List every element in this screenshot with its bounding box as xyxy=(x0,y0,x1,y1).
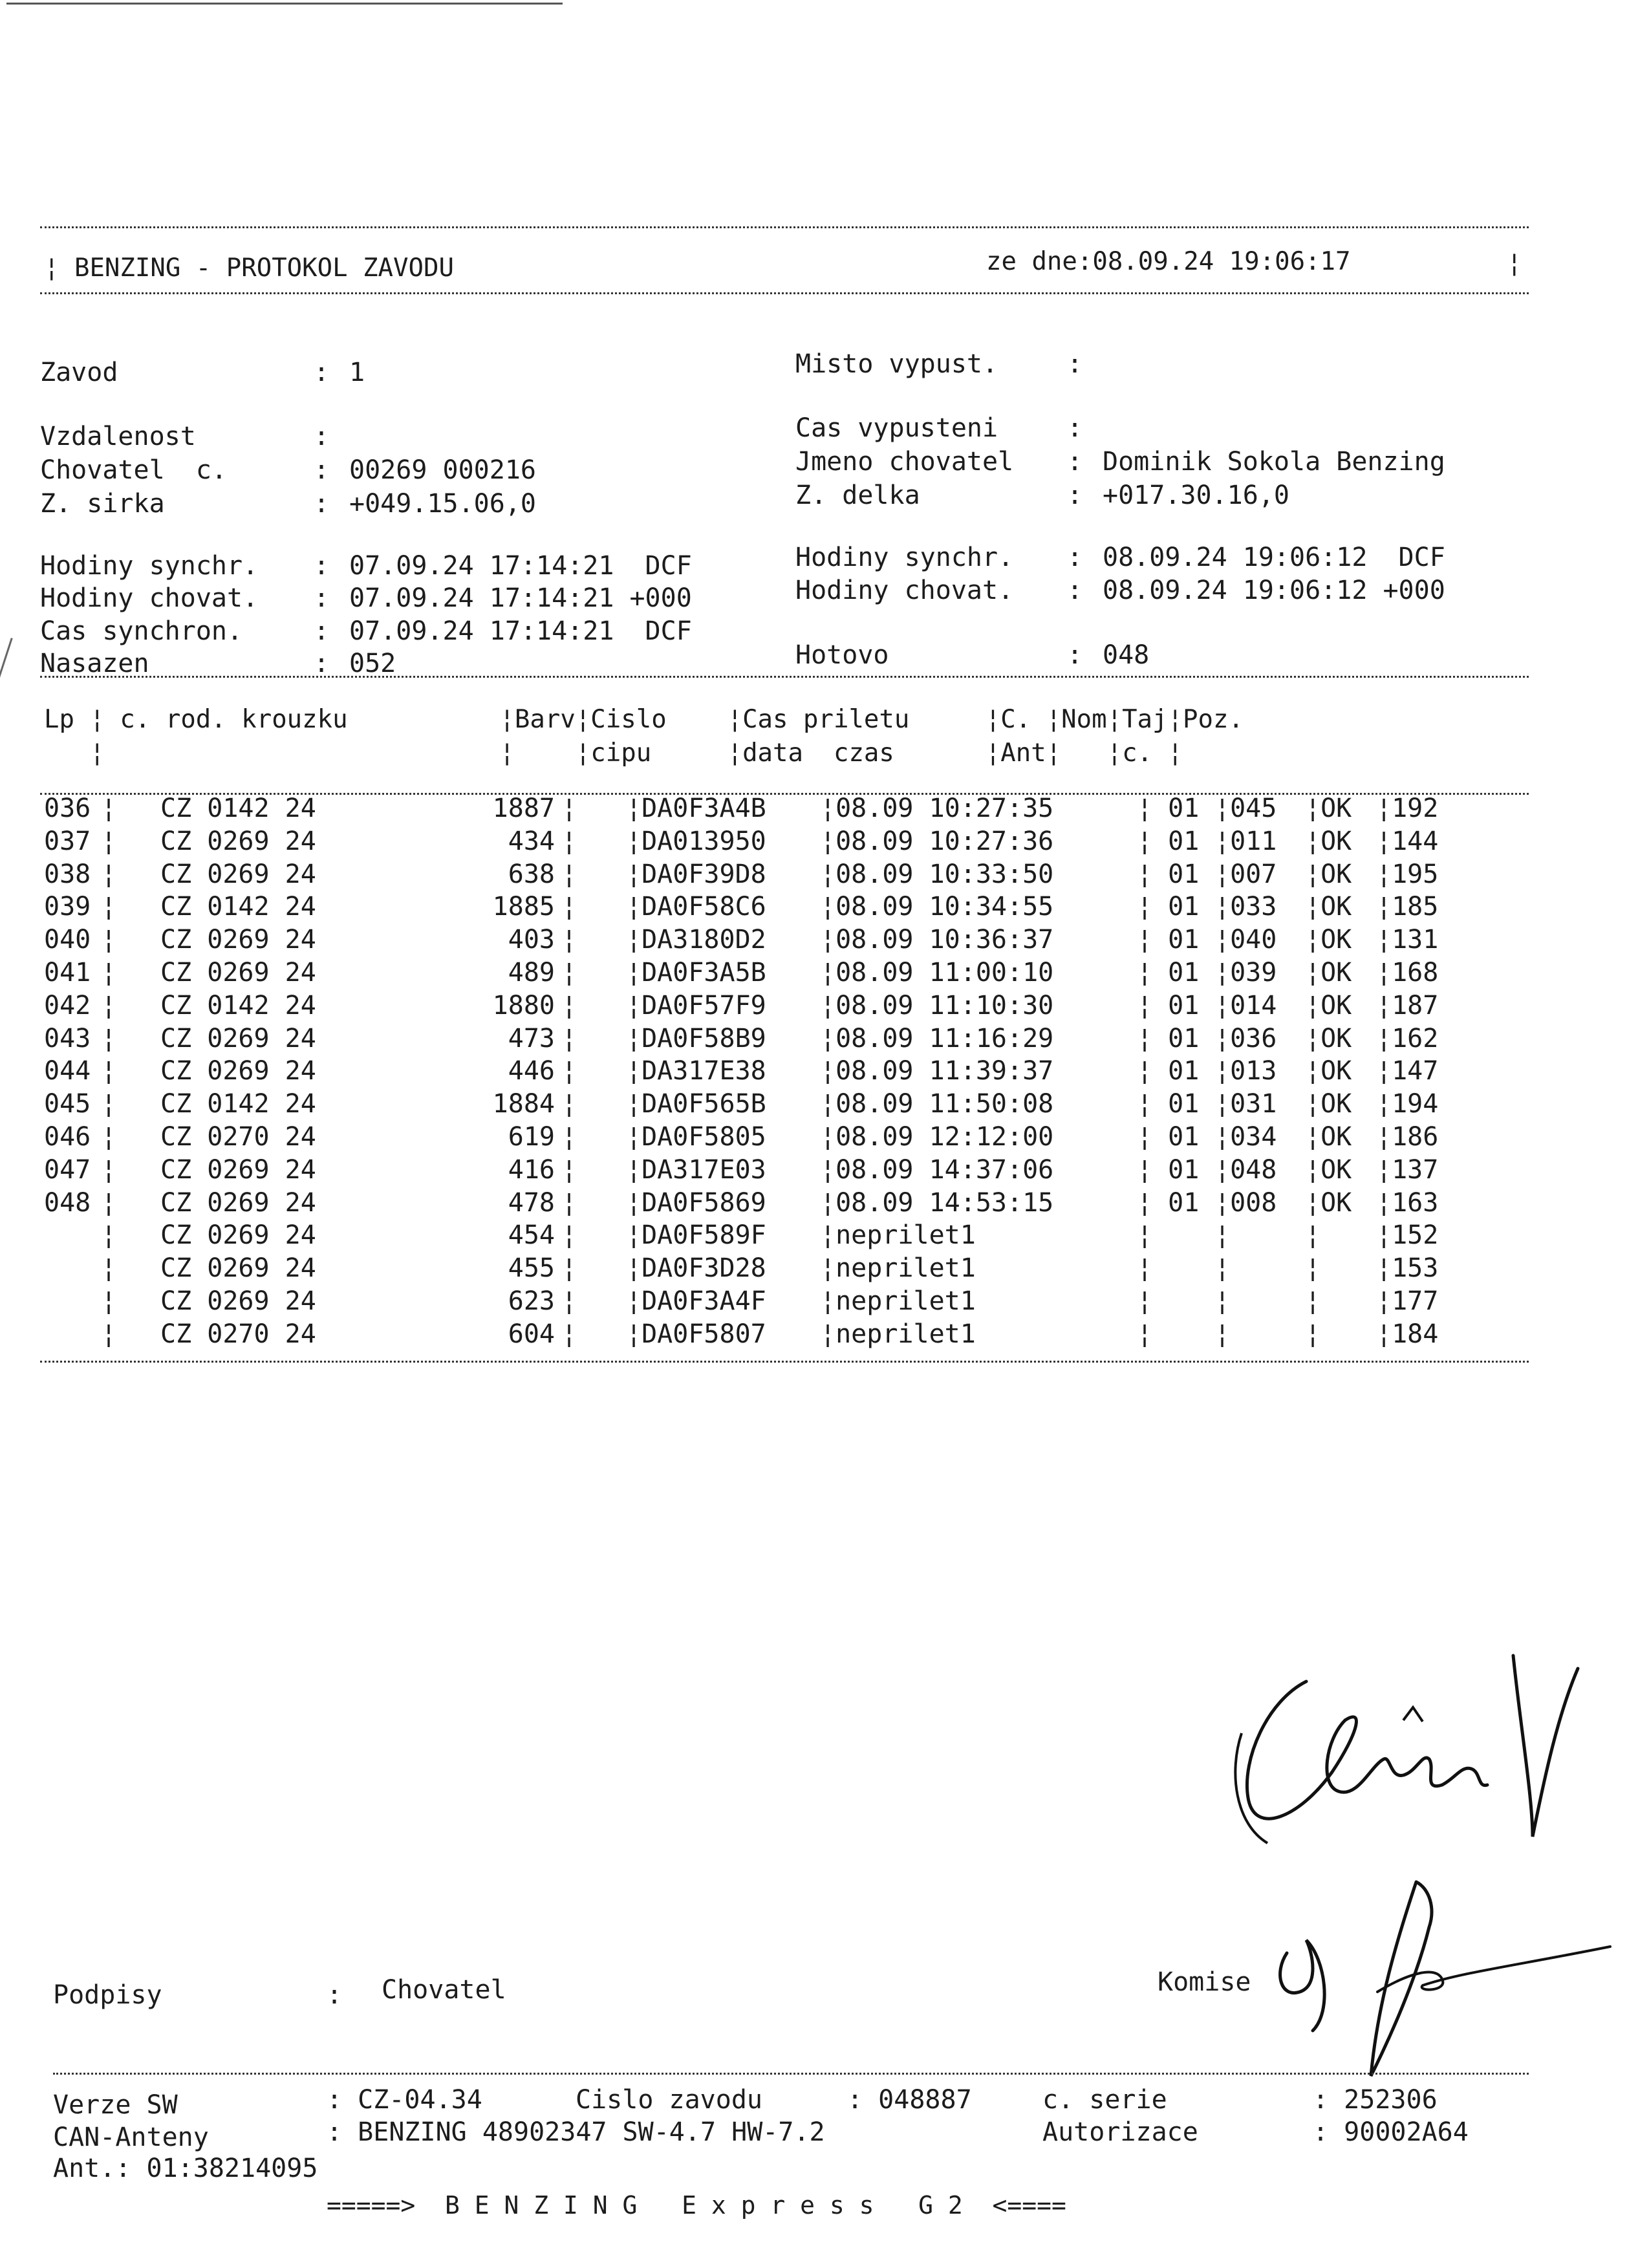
authorization-label: Autorizace xyxy=(1042,2117,1198,2147)
position-cell: ¦194 xyxy=(1376,1089,1439,1119)
table-row xyxy=(44,956,1544,989)
column-separator: ¦ xyxy=(561,1121,577,1152)
field-value: +049.15.06,0 xyxy=(349,489,536,519)
position-cell: ¦192 xyxy=(1376,794,1439,823)
can-antenna-value: : BENZING 48902347 SW-4.7 HW-7.2 xyxy=(327,2117,825,2147)
arrival-time-cell: ¦08.09 10:27:35 xyxy=(820,794,1054,823)
nomination-cell: ¦011 xyxy=(1214,826,1277,856)
ring-prefix-cell: CZ 0269 24 xyxy=(160,826,316,856)
field-sep: : xyxy=(314,583,330,613)
antenna-cell: ¦ 01 xyxy=(1137,957,1200,988)
secret-code-cell: ¦OK xyxy=(1305,1187,1352,1218)
ring-prefix-cell: CZ 0269 24 xyxy=(160,1056,316,1086)
position-cell: ¦162 xyxy=(1376,1023,1439,1053)
column-separator: ¦ xyxy=(561,1187,577,1218)
column-separator: ¦ xyxy=(561,1056,577,1086)
field-sep: : xyxy=(1067,413,1083,443)
arrival-time-cell: ¦08.09 11:39:37 xyxy=(820,1056,1054,1086)
ring-prefix-cell: CZ 0269 24 xyxy=(160,1286,316,1316)
arrival-time-cell: ¦08.09 11:50:08 xyxy=(820,1089,1054,1119)
column-separator: ¦ xyxy=(101,1187,117,1218)
arrival-time-cell: ¦08.09 10:33:50 xyxy=(820,859,1054,889)
secret-code-cell: ¦OK xyxy=(1305,892,1352,922)
lp-cell: 038 xyxy=(44,859,91,889)
scan-mark xyxy=(0,638,13,682)
chip-id-cell: ¦DA013950 xyxy=(626,826,766,856)
position-cell: ¦147 xyxy=(1376,1056,1439,1086)
nomination-cell: ¦013 xyxy=(1214,1056,1277,1086)
chip-id-cell: ¦DA0F58B9 xyxy=(626,1023,766,1053)
arrival-time-cell: ¦neprilet1 xyxy=(820,1286,976,1316)
software-version-value: : CZ-04.34 xyxy=(327,2085,482,2115)
nomination-cell: ¦007 xyxy=(1214,859,1277,889)
arrival-time-cell: ¦08.09 10:27:36 xyxy=(820,826,1054,856)
ring-number-cell: 619 xyxy=(508,1121,555,1152)
column-separator: ¦ xyxy=(101,1253,117,1284)
nomination-cell: ¦ xyxy=(1214,1286,1231,1316)
column-separator: ¦ xyxy=(101,1154,117,1185)
antenna-cell: ¦ 01 xyxy=(1137,1187,1200,1218)
field-label: Hodiny synchr. xyxy=(40,551,259,581)
race-number-value: : 048887 xyxy=(847,2085,972,2115)
lp-cell: 042 xyxy=(44,990,91,1021)
column-separator: ¦ xyxy=(561,859,577,889)
field-sep: : xyxy=(314,422,330,451)
chip-id-cell: ¦DA0F57F9 xyxy=(626,990,766,1021)
column-separator: ¦ xyxy=(561,1319,577,1349)
secret-code-cell: ¦OK xyxy=(1305,957,1352,988)
column-separator: ¦ xyxy=(561,826,577,856)
ring-prefix-cell: CZ 0142 24 xyxy=(160,1089,316,1119)
field-label: Cas synchron. xyxy=(40,616,243,646)
field-sep: : xyxy=(314,455,330,485)
position-cell: ¦184 xyxy=(1376,1319,1439,1349)
table-header-row-2: ¦ ¦ ¦cipu ¦data czas ¦Ant¦ ¦c. ¦ xyxy=(44,739,1183,768)
field-label: Zavod xyxy=(40,358,118,387)
field-label: Nasazen xyxy=(40,649,149,678)
chip-id-cell: ¦DA317E03 xyxy=(626,1154,766,1185)
field-value: +017.30.16,0 xyxy=(1103,481,1289,510)
owner-signature-image xyxy=(1229,1643,1591,1875)
field-value: 07.09.24 17:14:21 +000 xyxy=(349,583,692,613)
column-separator: ¦ xyxy=(101,925,117,955)
table-row xyxy=(44,1187,1544,1220)
arrival-time-cell: ¦08.09 10:34:55 xyxy=(820,892,1054,922)
lp-cell: 045 xyxy=(44,1089,91,1119)
column-separator: ¦ xyxy=(101,859,117,889)
column-separator: ¦ xyxy=(101,1089,117,1119)
ring-number-cell: 416 xyxy=(508,1154,555,1185)
position-cell: ¦187 xyxy=(1376,990,1439,1021)
nomination-cell: ¦ xyxy=(1214,1220,1231,1251)
column-separator: ¦ xyxy=(561,1023,577,1053)
column-separator: ¦ xyxy=(561,1154,577,1185)
ring-prefix-cell: CZ 0142 24 xyxy=(160,892,316,922)
field-label: Z. sirka xyxy=(40,489,165,519)
field-label: Hodiny synchr. xyxy=(795,543,1014,572)
nomination-cell: ¦048 xyxy=(1214,1154,1277,1185)
field-value: Dominik Sokola Benzing xyxy=(1103,447,1445,477)
table-bottom-rule xyxy=(40,1361,1529,1363)
lp-cell: 047 xyxy=(44,1154,91,1185)
field-sep: : xyxy=(1067,481,1083,510)
field-value: 07.09.24 17:14:21 DCF xyxy=(349,616,692,646)
field-sep: : xyxy=(1067,349,1083,379)
field-value: 08.09.24 19:06:12 DCF xyxy=(1103,543,1445,572)
secret-code-cell: ¦OK xyxy=(1305,1154,1352,1185)
can-antenna-label: CAN-Anteny xyxy=(53,2122,209,2152)
ring-prefix-cell: CZ 0269 24 xyxy=(160,1253,316,1284)
field-value: 08.09.24 19:06:12 +000 xyxy=(1103,576,1445,605)
nomination-cell: ¦014 xyxy=(1214,990,1277,1021)
ring-number-cell: 434 xyxy=(508,826,555,856)
column-separator: ¦ xyxy=(101,1286,117,1316)
signature-owner-label: Chovatel xyxy=(382,1975,506,2005)
nomination-cell: ¦031 xyxy=(1214,1089,1277,1119)
arrival-time-cell: ¦08.09 11:10:30 xyxy=(820,990,1054,1021)
ring-prefix-cell: CZ 0270 24 xyxy=(160,1319,316,1349)
antenna-cell: ¦ 01 xyxy=(1137,1056,1200,1086)
column-separator: ¦ xyxy=(561,1286,577,1316)
chip-id-cell: ¦DA0F3A4F xyxy=(626,1286,766,1316)
antenna-cell: ¦ xyxy=(1137,1220,1153,1251)
header-right-bar: ¦ xyxy=(1507,249,1522,278)
field-sep: : xyxy=(314,489,330,519)
chip-id-cell: ¦DA0F5807 xyxy=(626,1319,766,1349)
lp-cell: 044 xyxy=(44,1056,91,1086)
chip-id-cell: ¦DA3180D2 xyxy=(626,925,766,955)
antenna-cell: ¦ xyxy=(1137,1319,1153,1349)
table-row xyxy=(44,1121,1544,1154)
field-value: 07.09.24 17:14:21 DCF xyxy=(349,551,692,581)
table-row xyxy=(44,1022,1544,1055)
document-title: ¦ BENZING - PROTOKOL ZAVODU xyxy=(44,254,454,283)
table-row xyxy=(44,923,1544,956)
secret-code-cell: ¦OK xyxy=(1305,859,1352,889)
table-row xyxy=(44,891,1544,923)
ring-number-cell: 454 xyxy=(508,1220,555,1251)
position-cell: ¦137 xyxy=(1376,1154,1439,1185)
antenna-cell: ¦ 01 xyxy=(1137,794,1200,823)
secret-code-cell: ¦ xyxy=(1305,1319,1321,1349)
pigeon-arrival-table xyxy=(44,792,1544,1351)
antenna-cell: ¦ 01 xyxy=(1137,1121,1200,1152)
signature-committee-label: Komise xyxy=(1158,1967,1251,1997)
ring-prefix-cell: CZ 0269 24 xyxy=(160,1154,316,1185)
nomination-cell: ¦045 xyxy=(1214,794,1277,823)
position-cell: ¦186 xyxy=(1376,1121,1439,1152)
column-separator: ¦ xyxy=(101,892,117,922)
table-row xyxy=(44,792,1544,825)
field-sep: : xyxy=(314,358,330,387)
field-sep: : xyxy=(314,616,330,646)
nomination-cell: ¦040 xyxy=(1214,925,1277,955)
ring-prefix-cell: CZ 0270 24 xyxy=(160,1121,316,1152)
table-row xyxy=(44,1318,1544,1351)
position-cell: ¦195 xyxy=(1376,859,1439,889)
antenna-cell: ¦ 01 xyxy=(1137,826,1200,856)
column-separator: ¦ xyxy=(561,957,577,988)
position-cell: ¦177 xyxy=(1376,1286,1439,1316)
ring-prefix-cell: CZ 0269 24 xyxy=(160,925,316,955)
secret-code-cell: ¦OK xyxy=(1305,1023,1352,1053)
authorization-value: : 90002A64 xyxy=(1313,2117,1469,2147)
arrival-time-cell: ¦08.09 10:36:37 xyxy=(820,925,1054,955)
chip-id-cell: ¦DA0F39D8 xyxy=(626,859,766,889)
ring-number-cell: 446 xyxy=(508,1056,555,1086)
position-cell: ¦163 xyxy=(1376,1187,1439,1218)
chip-id-cell: ¦DA0F565B xyxy=(626,1089,766,1119)
report-date: ze dne:08.09.24 19:06:17 xyxy=(986,247,1351,276)
secret-code-cell: ¦ xyxy=(1305,1286,1321,1316)
chip-id-cell: ¦DA0F3A4B xyxy=(626,794,766,823)
ring-number-cell: 478 xyxy=(508,1187,555,1218)
antenna-cell: ¦ 01 xyxy=(1137,925,1200,955)
antenna-cell: ¦ 01 xyxy=(1137,990,1200,1021)
ring-number-cell: 473 xyxy=(508,1023,555,1053)
arrival-time-cell: ¦neprilet1 xyxy=(820,1220,976,1251)
secret-code-cell: ¦OK xyxy=(1305,1089,1352,1119)
header-rule-bottom xyxy=(40,292,1529,294)
field-sep: : xyxy=(1067,640,1083,670)
column-separator: ¦ xyxy=(101,1319,117,1349)
ring-number-cell: 403 xyxy=(508,925,555,955)
ring-number-cell: 1887 xyxy=(492,794,555,823)
lp-cell: 039 xyxy=(44,892,91,922)
position-cell: ¦131 xyxy=(1376,925,1439,955)
field-label: Hotovo xyxy=(795,640,889,670)
signatures-label: Podpisy xyxy=(53,1980,162,2010)
lp-cell: 048 xyxy=(44,1187,91,1218)
ring-prefix-cell: CZ 0269 24 xyxy=(160,957,316,988)
ring-prefix-cell: CZ 0269 24 xyxy=(160,1023,316,1053)
table-row xyxy=(44,1252,1544,1285)
antenna-id: Ant.: 01:38214095 xyxy=(53,2154,318,2183)
chip-id-cell: ¦DA0F3A5B xyxy=(626,957,766,988)
ring-prefix-cell: CZ 0269 24 xyxy=(160,1220,316,1251)
ring-number-cell: 638 xyxy=(508,859,555,889)
column-separator: ¦ xyxy=(561,1089,577,1119)
secret-code-cell: ¦OK xyxy=(1305,794,1352,823)
antenna-cell: ¦ xyxy=(1137,1253,1153,1284)
ring-prefix-cell: CZ 0269 24 xyxy=(160,1187,316,1218)
chip-id-cell: ¦DA0F5869 xyxy=(626,1187,766,1218)
lp-cell: 036 xyxy=(44,794,91,823)
column-separator: ¦ xyxy=(101,990,117,1021)
field-sep: : xyxy=(1067,447,1083,477)
antenna-cell: ¦ 01 xyxy=(1137,1154,1200,1185)
field-value: 052 xyxy=(349,649,396,678)
nomination-cell: ¦034 xyxy=(1214,1121,1277,1152)
field-label: Jmeno chovatel xyxy=(795,447,1014,477)
position-cell: ¦185 xyxy=(1376,892,1439,922)
ring-prefix-cell: CZ 0142 24 xyxy=(160,794,316,823)
lp-cell: 040 xyxy=(44,925,91,955)
ring-number-cell: 604 xyxy=(508,1319,555,1349)
position-cell: ¦152 xyxy=(1376,1220,1439,1251)
footer-rule xyxy=(53,2073,1529,2075)
column-separator: ¦ xyxy=(101,794,117,823)
column-separator: ¦ xyxy=(101,1023,117,1053)
arrival-time-cell: ¦neprilet1 xyxy=(820,1253,976,1284)
signatures-sep: : xyxy=(327,1980,343,2010)
table-row xyxy=(44,1219,1544,1252)
chip-id-cell: ¦DA0F58C6 xyxy=(626,892,766,922)
software-version-label: Verze SW xyxy=(53,2090,178,2120)
arrival-time-cell: ¦08.09 11:00:10 xyxy=(820,957,1054,988)
arrival-time-cell: ¦neprilet1 xyxy=(820,1319,976,1349)
ring-number-cell: 1885 xyxy=(492,892,555,922)
ring-number-cell: 455 xyxy=(508,1253,555,1284)
nomination-cell: ¦008 xyxy=(1214,1187,1277,1218)
field-label: Z. delka xyxy=(795,481,920,510)
position-cell: ¦168 xyxy=(1376,957,1439,988)
column-separator: ¦ xyxy=(561,892,577,922)
secret-code-cell: ¦OK xyxy=(1305,826,1352,856)
secret-code-cell: ¦OK xyxy=(1305,990,1352,1021)
antenna-cell: ¦ 01 xyxy=(1137,1023,1200,1053)
chip-id-cell: ¦DA317E38 xyxy=(626,1056,766,1086)
position-cell: ¦144 xyxy=(1376,826,1439,856)
lp-cell: 037 xyxy=(44,826,91,856)
race-number-label: Cislo zavodu xyxy=(576,2085,762,2115)
table-row xyxy=(44,1154,1544,1187)
arrival-time-cell: ¦08.09 14:53:15 xyxy=(820,1187,1054,1218)
field-value: 00269 000216 xyxy=(349,455,536,485)
nomination-cell: ¦039 xyxy=(1214,957,1277,988)
ring-prefix-cell: CZ 0142 24 xyxy=(160,990,316,1021)
ring-number-cell: 1884 xyxy=(492,1089,555,1119)
chip-id-cell: ¦DA0F5805 xyxy=(626,1121,766,1152)
arrival-time-cell: ¦08.09 11:16:29 xyxy=(820,1023,1054,1053)
field-label: Vzdalenost xyxy=(40,422,196,451)
nomination-cell: ¦ xyxy=(1214,1319,1231,1349)
table-row xyxy=(44,858,1544,891)
lp-cell: 046 xyxy=(44,1121,91,1152)
position-cell: ¦153 xyxy=(1376,1253,1439,1284)
field-sep: : xyxy=(1067,576,1083,605)
column-separator: ¦ xyxy=(561,925,577,955)
antenna-cell: ¦ 01 xyxy=(1137,859,1200,889)
field-value: 048 xyxy=(1103,640,1150,670)
arrival-time-cell: ¦08.09 12:12:00 xyxy=(820,1121,1054,1152)
field-value: 1 xyxy=(349,358,365,387)
field-label: Cas vypusteni xyxy=(795,413,998,443)
ring-number-cell: 489 xyxy=(508,957,555,988)
secret-code-cell: ¦OK xyxy=(1305,1056,1352,1086)
column-separator: ¦ xyxy=(101,1220,117,1251)
column-separator: ¦ xyxy=(561,1220,577,1251)
brand-banner: =====> B E N Z I N G E x p r e s s G 2 <==== xyxy=(327,2191,1066,2219)
field-sep: : xyxy=(1067,543,1083,572)
table-row xyxy=(44,1088,1544,1121)
table-header-row-1: Lp ¦ c. rod. krouzku ¦Barv¦Cislo ¦Cas priletu ¦C. ¦Nom¦Taj¦Poz. xyxy=(44,705,1244,734)
table-row xyxy=(44,825,1544,858)
field-label: Hodiny chovat. xyxy=(795,576,1014,605)
secret-code-cell: ¦ xyxy=(1305,1253,1321,1284)
column-separator: ¦ xyxy=(101,957,117,988)
ring-prefix-cell: CZ 0269 24 xyxy=(160,859,316,889)
header-rule-top xyxy=(40,226,1529,228)
lp-cell: 043 xyxy=(44,1023,91,1053)
field-sep: : xyxy=(314,551,330,581)
nomination-cell: ¦036 xyxy=(1214,1023,1277,1053)
chip-id-cell: ¦DA0F589F xyxy=(626,1220,766,1251)
column-separator: ¦ xyxy=(561,990,577,1021)
chip-id-cell: ¦DA0F3D28 xyxy=(626,1253,766,1284)
lp-cell: 041 xyxy=(44,957,91,988)
serial-number-value: : 252306 xyxy=(1313,2085,1438,2115)
table-row xyxy=(44,989,1544,1022)
table-row xyxy=(44,1055,1544,1088)
field-label: Hodiny chovat. xyxy=(40,583,259,613)
column-separator: ¦ xyxy=(561,1253,577,1284)
ring-number-cell: 1880 xyxy=(492,990,555,1021)
table-row xyxy=(44,1285,1544,1318)
field-label: Chovatel c. xyxy=(40,455,227,485)
section-rule xyxy=(40,676,1529,678)
column-separator: ¦ xyxy=(561,794,577,823)
ring-number-cell: 623 xyxy=(508,1286,555,1316)
committee-signature-image xyxy=(1267,1863,1617,2095)
antenna-cell: ¦ 01 xyxy=(1137,892,1200,922)
column-separator: ¦ xyxy=(101,826,117,856)
column-separator: ¦ xyxy=(101,1121,117,1152)
top-edge-line xyxy=(6,3,563,5)
arrival-time-cell: ¦08.09 14:37:06 xyxy=(820,1154,1054,1185)
serial-number-label: c. serie xyxy=(1042,2085,1167,2115)
secret-code-cell: ¦ xyxy=(1305,1220,1321,1251)
field-sep: : xyxy=(314,649,330,678)
nomination-cell: ¦033 xyxy=(1214,892,1277,922)
nomination-cell: ¦ xyxy=(1214,1253,1231,1284)
secret-code-cell: ¦OK xyxy=(1305,925,1352,955)
field-label: Misto vypust. xyxy=(795,349,998,379)
secret-code-cell: ¦OK xyxy=(1305,1121,1352,1152)
column-separator: ¦ xyxy=(101,1056,117,1086)
antenna-cell: ¦ 01 xyxy=(1137,1089,1200,1119)
antenna-cell: ¦ xyxy=(1137,1286,1153,1316)
